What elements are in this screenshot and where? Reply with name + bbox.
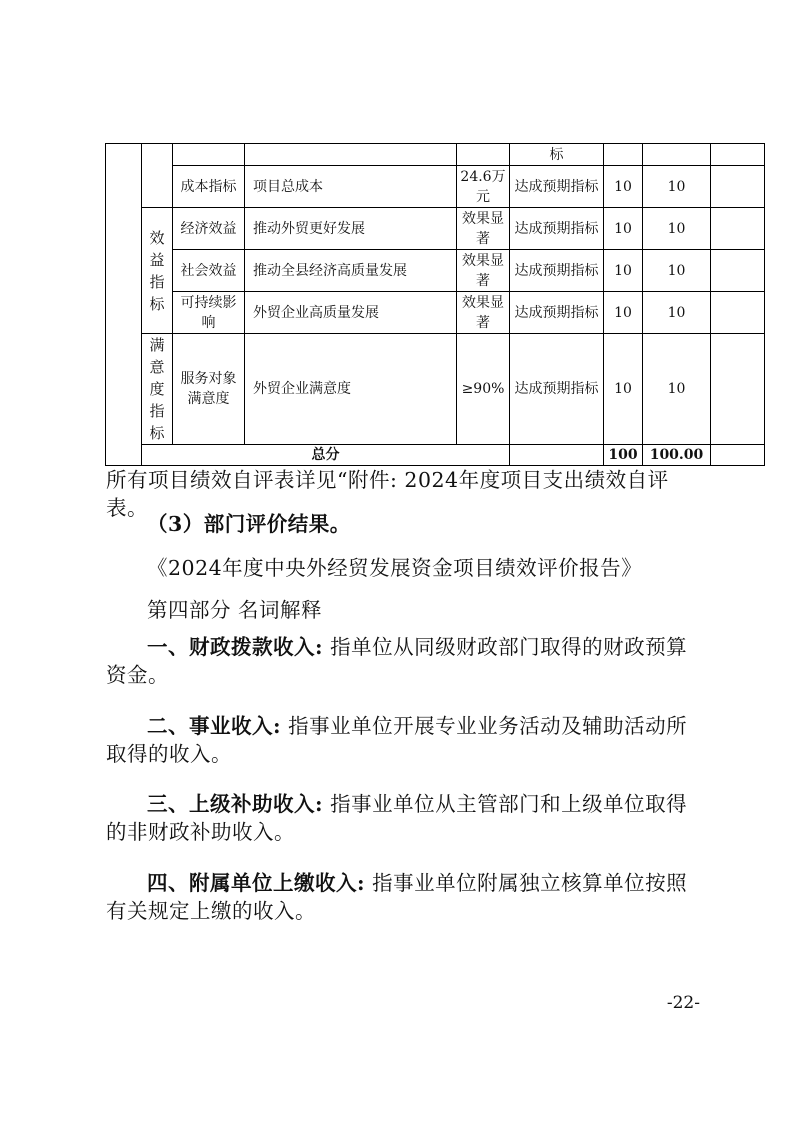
value-cell xyxy=(457,144,510,166)
table-row xyxy=(106,334,765,445)
value-cell: 24.6万元 xyxy=(457,166,510,208)
result-cell: 达成预期指标 xyxy=(510,250,604,292)
content-cell: 项目总成本 xyxy=(245,166,457,208)
definition-paragraph xyxy=(106,633,696,689)
definition-term: 二、事业收入: xyxy=(147,714,282,738)
cat2-cell: 满意度指标 xyxy=(142,334,173,445)
value-cell: ≥90% xyxy=(457,334,510,445)
result-cell: 标 xyxy=(510,144,604,166)
cat3-cell: 可持续影响 xyxy=(173,292,245,334)
value-cell: 效果显著 xyxy=(457,292,510,334)
result-cell: 达成预期指标 xyxy=(510,334,604,445)
weight-cell: 10 xyxy=(604,334,643,445)
definition-term: 一、财政拨款收入: xyxy=(147,635,324,659)
note-cell xyxy=(711,334,765,445)
cat3-cell: 社会效益 xyxy=(173,250,245,292)
total-row xyxy=(106,445,765,466)
cat3-cell: 服务对象满意度 xyxy=(173,334,245,445)
definition-paragraph xyxy=(106,869,696,925)
score-cell: 10 xyxy=(643,292,711,334)
definition-text: 指单位从同级财政部门取得的财政预算资金。 xyxy=(106,635,688,687)
note-cell xyxy=(711,208,765,250)
score-cell: 10 xyxy=(643,166,711,208)
table-row xyxy=(106,166,765,208)
section-heading: （3）部门评价结果。 xyxy=(147,512,351,536)
content-cell xyxy=(245,144,457,166)
note-cell xyxy=(711,144,765,166)
definition-term: 三、上级补助收入: xyxy=(147,792,324,816)
definition-text: 指事业单位附属独立核算单位按照有关规定上缴的收入。 xyxy=(106,871,688,923)
cat3-cell: 经济效益 xyxy=(173,208,245,250)
cat2-cell xyxy=(142,144,173,208)
page-number: -22- xyxy=(666,993,700,1013)
definition-term: 四、附属单位上缴收入: xyxy=(147,871,366,895)
score-cell: 10 xyxy=(643,334,711,445)
table-row xyxy=(106,144,765,166)
total-note-cell xyxy=(711,445,765,466)
note-cell xyxy=(711,292,765,334)
content-cell: 外贸企业高质量发展 xyxy=(245,292,457,334)
content-cell: 推动全县经济高质量发展 xyxy=(245,250,457,292)
weight-cell: 10 xyxy=(604,250,643,292)
table-row xyxy=(106,208,765,250)
result-cell: 达成预期指标 xyxy=(510,292,604,334)
weight-cell: 10 xyxy=(604,208,643,250)
attachment-note: 所有项目绩效自评表详见“附件: 2024年度项目支出绩效自评表。 xyxy=(106,468,669,520)
result-cell: 达成预期指标 xyxy=(510,166,604,208)
note-cell xyxy=(711,250,765,292)
result-cell: 达成预期指标 xyxy=(510,208,604,250)
weight-cell xyxy=(604,144,643,166)
value-cell: 效果显著 xyxy=(457,250,510,292)
score-cell xyxy=(643,144,711,166)
definition-paragraph xyxy=(106,712,696,768)
cat3-cell xyxy=(173,144,245,166)
score-cell: 10 xyxy=(643,208,711,250)
note-cell xyxy=(711,166,765,208)
cat2-cell: 效益指标 xyxy=(142,208,173,334)
cat1-cell xyxy=(106,144,142,466)
score-cell: 10 xyxy=(643,250,711,292)
weight-cell: 10 xyxy=(604,166,643,208)
total-result-cell xyxy=(510,445,604,466)
performance-table xyxy=(105,143,765,466)
cat3-cell: 成本指标 xyxy=(173,166,245,208)
table-row xyxy=(106,292,765,334)
total-score: 100.00 xyxy=(643,445,711,466)
weight-cell: 10 xyxy=(604,292,643,334)
definition-text: 指事业单位从主管部门和上级单位取得的非财政补助收入。 xyxy=(106,792,688,844)
report-title: 《2024年度中央外经贸发展资金项目绩效评价报告》 xyxy=(147,556,643,580)
definition-text: 指事业单位开展专业业务活动及辅助活动所取得的收入。 xyxy=(106,714,688,766)
table-row xyxy=(106,250,765,292)
part-heading: 第四部分 名词解释 xyxy=(147,598,323,622)
value-cell: 效果显著 xyxy=(457,208,510,250)
definition-paragraph xyxy=(106,790,696,846)
total-label: 总分 xyxy=(142,445,510,466)
content-cell: 推动外贸更好发展 xyxy=(245,208,457,250)
content-cell: 外贸企业满意度 xyxy=(245,334,457,445)
total-weight: 100 xyxy=(604,445,643,466)
